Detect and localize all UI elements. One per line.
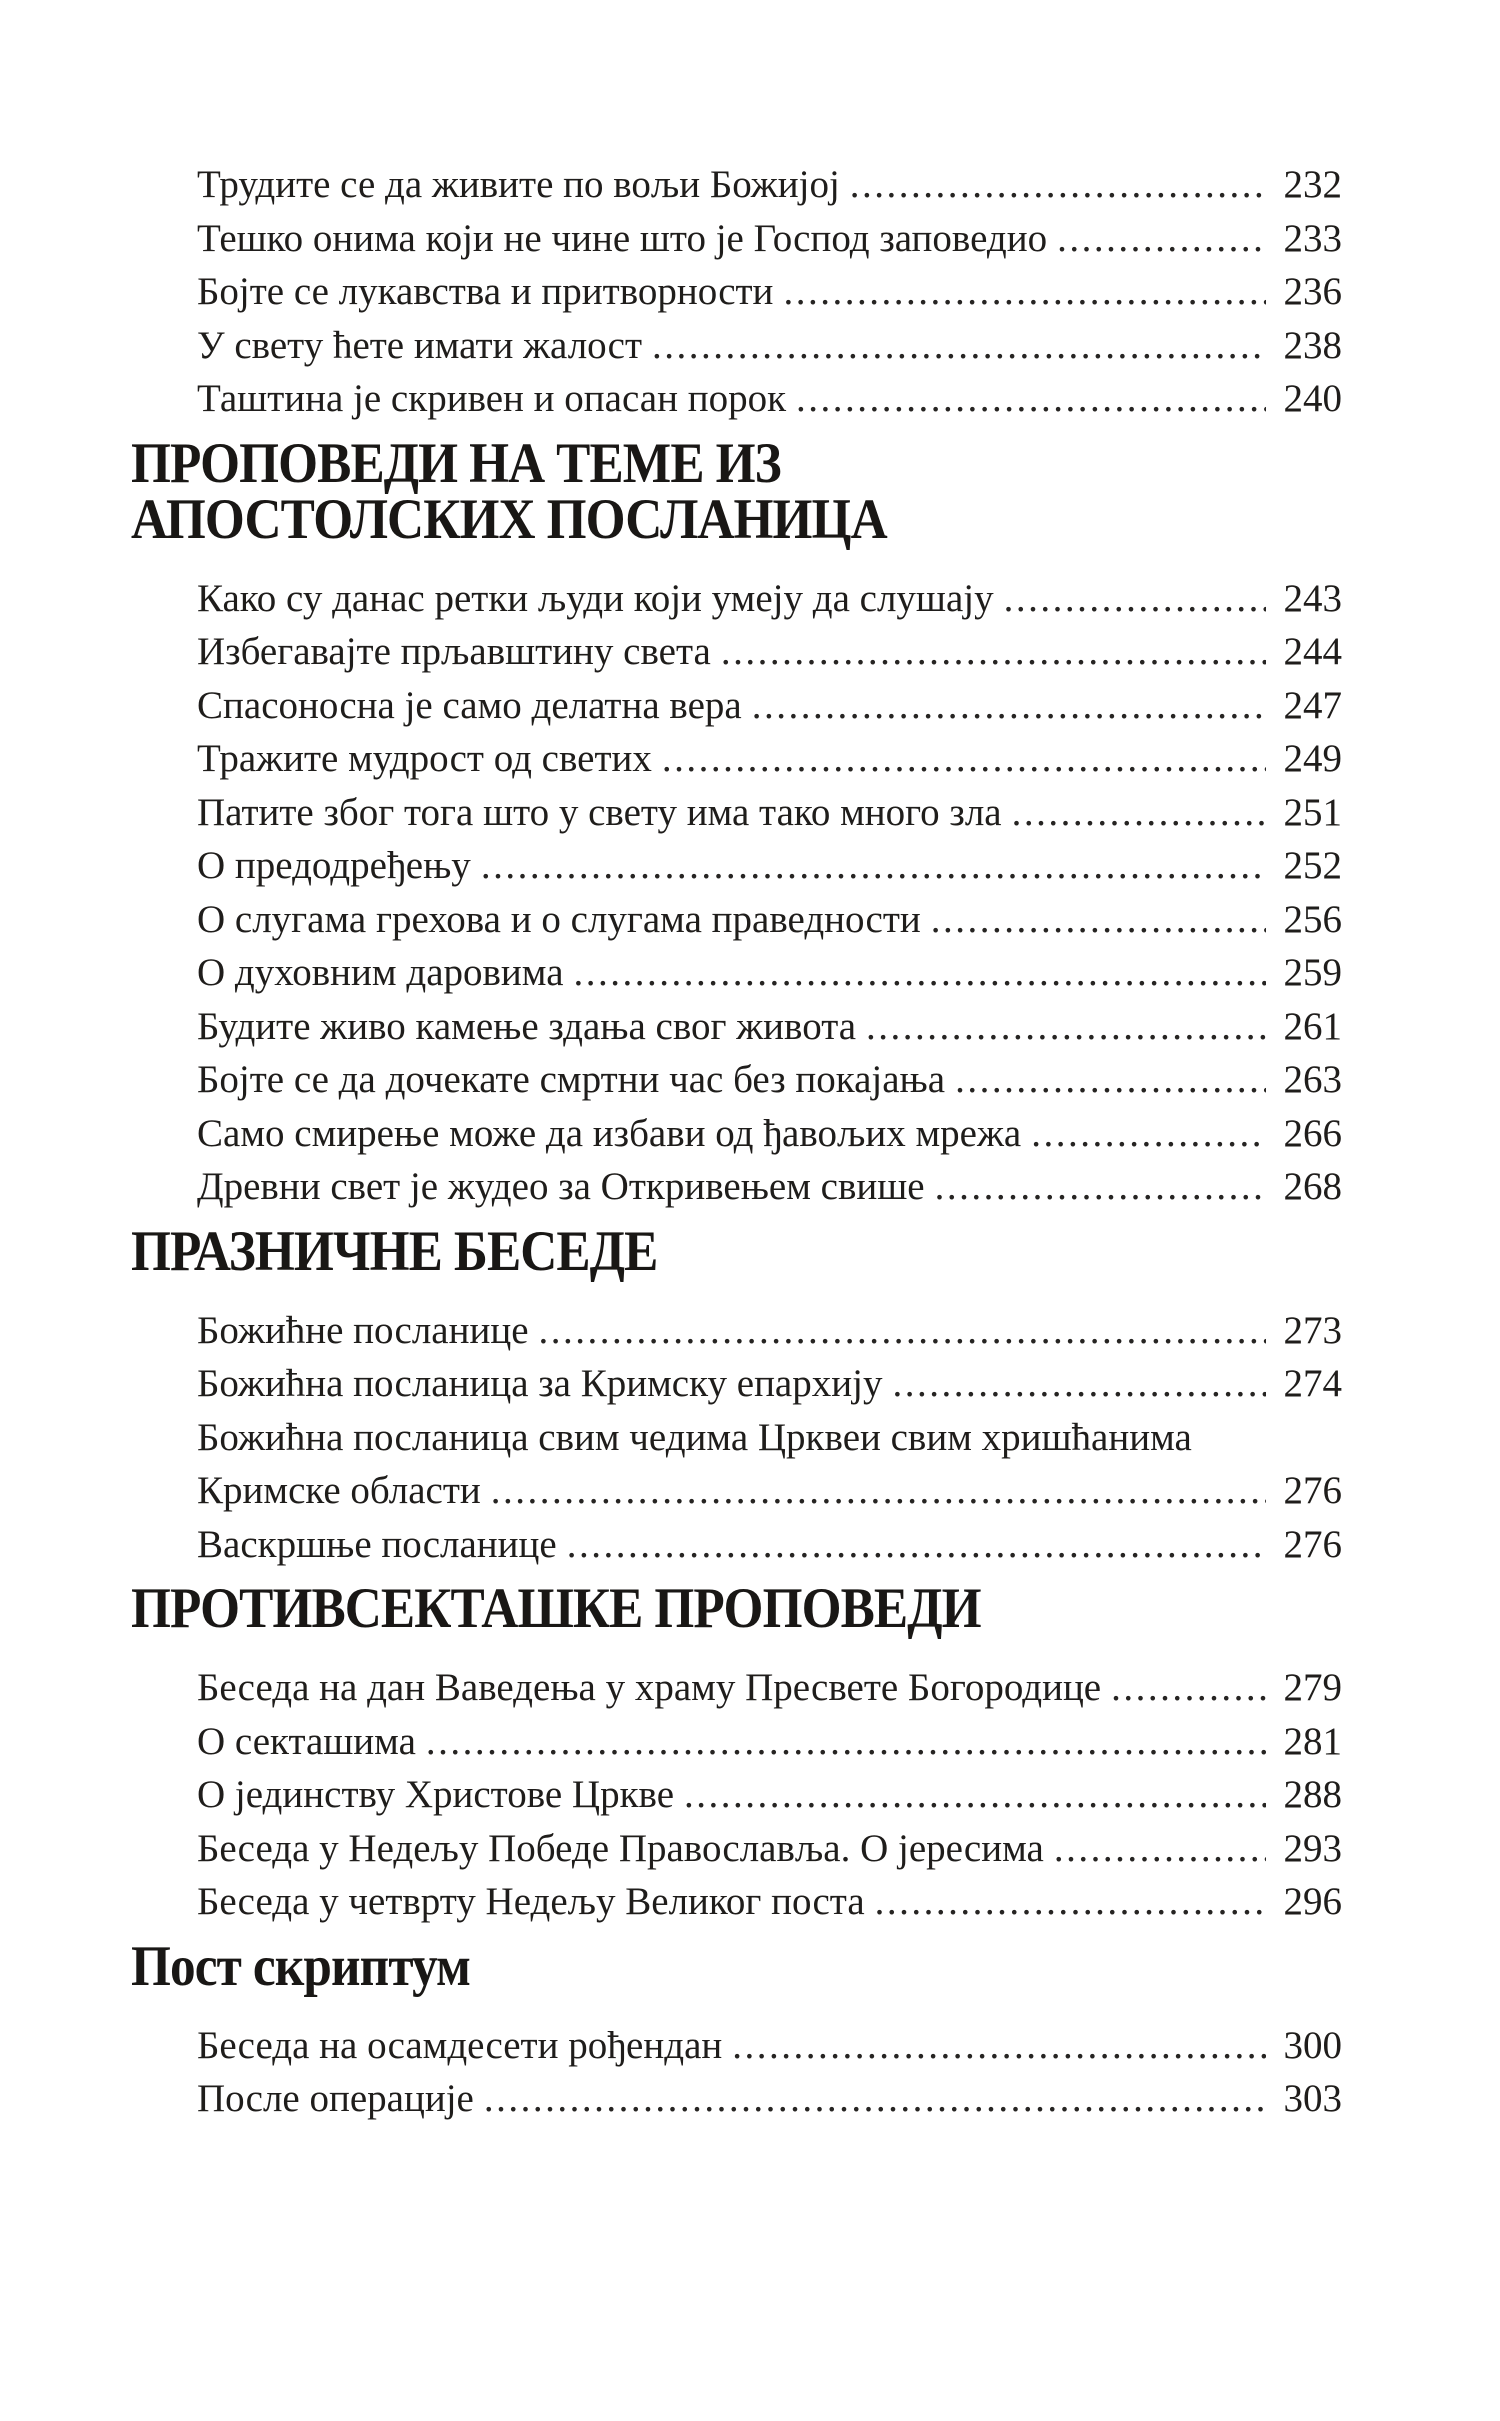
toc-entry	[131, 1822, 1342, 1876]
section-heading	[131, 431, 1342, 551]
toc-entry	[131, 625, 1342, 679]
toc-entry	[131, 1715, 1342, 1769]
entry-title: Таштина је скривен и опасан порок	[197, 377, 787, 420]
dot-leader	[721, 625, 1266, 679]
toc-entry	[131, 732, 1342, 786]
section-heading	[131, 1934, 1342, 1998]
entry-title: Кримске области	[197, 1469, 481, 1512]
toc-entry	[131, 679, 1342, 733]
toc-entry	[131, 1411, 1342, 1465]
entry-title: Божићна посланица за Кримску епархију	[197, 1362, 883, 1405]
entry-page-number: 296	[1283, 1880, 1342, 1923]
dot-leader	[955, 1053, 1266, 1107]
dot-leader	[796, 372, 1266, 426]
entry-page-number: 268	[1283, 1165, 1342, 1208]
section-heading-line	[131, 1577, 1342, 1640]
entry-title: Беседа у Недељу Победе Православља. О јересима	[197, 1826, 1044, 1870]
entry-page-number: 288	[1283, 1773, 1342, 1816]
dot-leader	[1057, 212, 1266, 266]
dot-leader	[426, 1715, 1266, 1769]
entry-title: Божићна посланица свим чедима Црквеи свим хришћанима	[197, 1415, 1192, 1459]
toc-entry	[131, 2019, 1342, 2073]
entry-title: Бојте се да дочекате смртни час без покајања	[197, 1058, 946, 1101]
toc-entry	[131, 839, 1342, 893]
entry-page-number: 273	[1283, 1308, 1342, 1352]
section-heading-line	[131, 1934, 1342, 1998]
toc-section	[131, 1219, 1342, 1572]
entry-page-number: 274	[1283, 1362, 1342, 1405]
dot-leader	[935, 1160, 1266, 1214]
entry-page-number: 276	[1283, 1522, 1342, 1566]
toc-entry	[131, 319, 1342, 373]
toc-entry	[131, 158, 1342, 212]
section-heading	[131, 1577, 1342, 1640]
toc-entry	[131, 893, 1342, 947]
toc-entry	[131, 212, 1342, 266]
toc-section	[131, 1577, 1342, 1929]
dot-leader	[892, 1357, 1266, 1411]
entry-title: Спасоносна је само делатна вера	[197, 683, 742, 727]
toc-entry	[131, 1160, 1342, 1214]
dot-leader	[491, 1464, 1266, 1518]
toc-entry	[131, 265, 1342, 319]
entry-page-number: 244	[1283, 630, 1342, 673]
entry-title: Будите живо камење здања свог живота	[197, 1004, 857, 1048]
dot-leader	[732, 2019, 1266, 2073]
toc-entry	[131, 1661, 1342, 1715]
entry-title: Трудите се да живите по вољи Божијој	[197, 163, 840, 206]
entry-page-number: 249	[1283, 737, 1342, 780]
entry-page-number: 240	[1283, 377, 1342, 420]
dot-leader	[539, 1304, 1266, 1358]
toc-entry	[131, 786, 1342, 840]
entry-page-number: 243	[1283, 576, 1342, 620]
entry-title: Како су данас ретки људи који умеју да слушају	[197, 576, 994, 620]
toc-entry	[131, 1875, 1342, 1929]
dot-leader	[484, 2072, 1266, 2126]
toc-section	[131, 431, 1342, 1214]
entry-page-number: 236	[1283, 270, 1342, 313]
dot-leader	[1111, 1661, 1266, 1715]
entry-page-number: 263	[1283, 1058, 1342, 1101]
toc-entry	[131, 372, 1342, 426]
section-heading	[131, 1219, 1342, 1283]
toc-entry	[131, 1107, 1342, 1161]
entry-title: Беседа на осамдесети рођендан	[197, 2023, 723, 2067]
section-heading-text: АПОСТОЛСКИХ ПОСЛАНИЦА	[131, 487, 887, 551]
section-heading-line	[131, 1219, 1342, 1283]
dot-leader	[875, 1875, 1266, 1929]
dot-leader	[662, 732, 1266, 786]
entry-title: У свету ћете имати жалост	[197, 323, 642, 367]
entry-page-number: 281	[1283, 1719, 1342, 1763]
entry-title: Само смирење може да избави од ђавољих мрежа	[197, 1111, 1022, 1155]
toc-section	[131, 1934, 1342, 2126]
entry-title: Беседа у четврту Недељу Великог поста	[197, 1880, 865, 1923]
entry-title: О јединству Христове Цркве	[197, 1773, 675, 1816]
dot-leader	[866, 1000, 1266, 1054]
entry-page-number: 300	[1283, 2023, 1342, 2067]
entry-page-number: 266	[1283, 1111, 1342, 1155]
entry-title: Патите због тога што у свету има тако много зла	[197, 790, 1002, 834]
entry-page-number: 233	[1283, 216, 1342, 260]
dot-leader	[1031, 1107, 1266, 1161]
entry-title: Бојте се лукавства и притворности	[197, 270, 774, 313]
entry-page-number: 251	[1283, 790, 1342, 834]
entry-title: Божићне посланице	[197, 1308, 529, 1352]
dot-leader	[684, 1768, 1266, 1822]
entry-page-number: 247	[1283, 683, 1342, 727]
toc-entry	[131, 572, 1342, 626]
toc-entry	[131, 1357, 1342, 1411]
entry-title: После операције	[197, 2077, 474, 2120]
dot-leader	[1004, 572, 1266, 626]
entry-title: Древни свет је жудео за Откривењем свише	[197, 1165, 925, 1208]
entry-page-number: 279	[1283, 1666, 1342, 1709]
entry-page-number: 256	[1283, 897, 1342, 941]
dot-leader	[1054, 1822, 1266, 1876]
entry-title: О духовним даровима	[197, 951, 564, 994]
entry-page-number: 261	[1283, 1004, 1342, 1048]
section-heading-line	[131, 487, 1342, 551]
entry-title: О секташима	[197, 1719, 416, 1763]
entry-page-number: 303	[1283, 2077, 1342, 2120]
toc-section	[131, 158, 1342, 426]
dot-leader	[1012, 786, 1266, 840]
toc-entry	[131, 1518, 1342, 1572]
toc-entry	[131, 1304, 1342, 1358]
entry-title: Тешко онима који не чине што је Господ заповедио	[197, 216, 1048, 260]
section-heading-text: ПРАЗНИЧНЕ БЕСЕДЕ	[131, 1219, 658, 1283]
toc-entry	[131, 2072, 1342, 2126]
dot-leader	[652, 319, 1266, 373]
dot-leader	[481, 839, 1266, 893]
toc-entry	[131, 1464, 1342, 1518]
toc-entry	[131, 1053, 1342, 1107]
dot-leader	[574, 946, 1266, 1000]
entry-title: Васкршње посланице	[197, 1522, 557, 1566]
dot-leader	[752, 679, 1266, 733]
entry-title: О слугама грехова и о слугама праведности	[197, 897, 921, 941]
section-heading-text: Пост скриптум	[131, 1934, 471, 1998]
entry-page-number: 276	[1283, 1469, 1342, 1512]
entry-title: Избегавајте прљавштину света	[197, 630, 711, 673]
dot-leader	[783, 265, 1266, 319]
entry-title: Беседа на дан Ваведења у храму Пресвете Богородице	[197, 1666, 1102, 1709]
entry-page-number: 238	[1283, 323, 1342, 367]
section-heading-text: ПРОПОВЕДИ НА ТЕМЕ ИЗ	[131, 431, 781, 495]
entry-page-number: 293	[1283, 1826, 1342, 1870]
entry-page-number: 232	[1283, 163, 1342, 206]
entry-page-number: 259	[1283, 951, 1342, 994]
dot-leader	[931, 893, 1266, 947]
toc-page	[131, 158, 1342, 2126]
dot-leader	[567, 1518, 1266, 1572]
entry-page-number: 252	[1283, 844, 1342, 887]
dot-leader	[850, 158, 1266, 212]
entry-title: О предодређењу	[197, 844, 471, 887]
section-heading-line	[131, 431, 1342, 495]
section-heading-text: ПРОТИВСЕКТАШКЕ ПРОПОВЕДИ	[131, 1577, 981, 1640]
toc-entry	[131, 1768, 1342, 1822]
entry-title: Тражите мудрост од светих	[197, 737, 652, 780]
toc-entry	[131, 946, 1342, 1000]
toc-entry	[131, 1000, 1342, 1054]
